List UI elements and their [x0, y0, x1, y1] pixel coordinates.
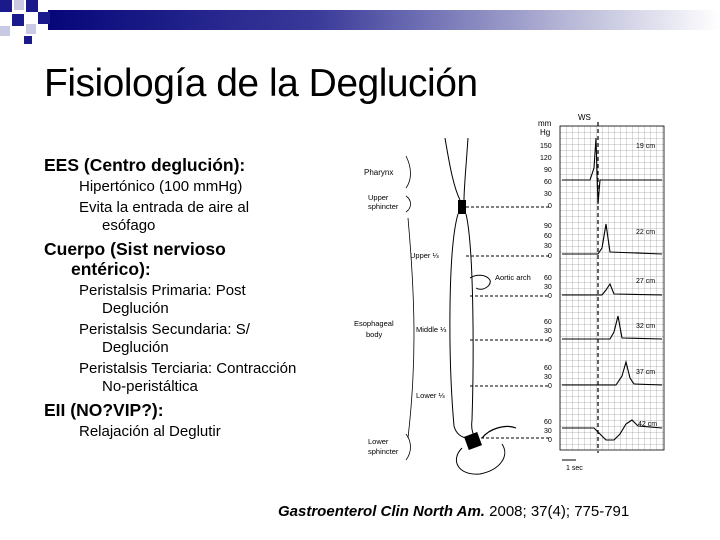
deco-square — [0, 26, 10, 36]
deco-square — [26, 24, 36, 34]
section-heading — [44, 239, 354, 279]
distance-label: 32 cm — [636, 323, 656, 330]
label-esophageal-body: Esophageal — [354, 319, 394, 328]
ws-label: WS — [578, 113, 591, 122]
heading-line-continuation: entérico): — [71, 259, 151, 279]
bullet-item — [44, 360, 354, 396]
bullet-line: Relajación al Deglutir — [79, 423, 221, 440]
tick-label: 60 — [544, 233, 552, 240]
tick-label: 0 — [548, 383, 552, 390]
bullet-list — [44, 155, 354, 441]
tick-label: 30 — [544, 374, 552, 381]
sensor-lines — [466, 207, 550, 438]
distance-label: 37 cm — [636, 369, 656, 376]
bullet-line-continuation: No-peristáltica — [102, 378, 198, 395]
tick-label: 0 — [548, 293, 552, 300]
tick-label: 60 — [544, 179, 552, 186]
label-pharynx: Pharynx — [364, 168, 394, 177]
citation-journal: Gastroenterol Clin North Am. — [278, 503, 485, 520]
unit-label: Hg — [540, 128, 551, 137]
tick-label: 60 — [544, 365, 552, 372]
distance-label: 42 cm — [638, 421, 658, 428]
bracket — [406, 156, 411, 188]
deco-square — [12, 14, 24, 26]
citation — [278, 503, 629, 520]
heading-line: Cuerpo (Sist nervioso — [44, 239, 226, 259]
label-lower-third: Lower ⅓ — [416, 391, 445, 400]
tick-label: 0 — [548, 337, 552, 344]
deco-square — [26, 0, 38, 12]
distance-label: 19 cm — [636, 143, 656, 150]
slide-title: Fisiología de la Deglución — [44, 62, 478, 105]
manometry-figure — [350, 108, 672, 478]
esophagus-drawing — [445, 138, 516, 474]
tick-label: 0 — [548, 203, 552, 210]
unit-label: mm — [538, 119, 552, 128]
bullet-line: Evita la entrada de aire al — [79, 199, 250, 216]
tick-label: 60 — [544, 319, 552, 326]
tick-label: 30 — [544, 243, 552, 250]
deco-square — [24, 36, 32, 44]
tick-label: 150 — [540, 143, 552, 150]
deco-square — [0, 0, 12, 12]
bullet-line: Hipertónico (100 mmHg) — [79, 178, 243, 195]
label-lower-sphincter: Lower — [368, 437, 389, 446]
label-middle-third: Middle ⅓ — [416, 325, 447, 334]
tick-label: 60 — [544, 275, 552, 282]
tick-label: 30 — [544, 328, 552, 335]
bullet-item — [44, 423, 354, 441]
bullet-item — [44, 282, 354, 318]
header-gradient-bar — [48, 10, 720, 30]
section-heading: EES (Centro deglución): — [44, 155, 246, 175]
label-lower-sphincter: sphincter — [368, 447, 399, 456]
bullet-item — [44, 199, 354, 235]
bullet-line-continuation: esófago — [102, 217, 156, 234]
tick-label: 30 — [544, 191, 552, 198]
bracket — [406, 196, 411, 212]
tick-label: 60 — [544, 419, 552, 426]
section-heading: EII (NO?VIP?): — [44, 400, 164, 420]
time-scale-label: 1 sec — [566, 465, 583, 472]
bullet-line: Peristalsis Primaria: Post — [79, 282, 246, 299]
label-esophageal-body: body — [366, 330, 383, 339]
slide-header-decoration — [0, 0, 720, 40]
bullet-line: Peristalsis Terciaria: Contracción — [79, 360, 297, 377]
distance-label: 27 cm — [636, 278, 656, 285]
label-aortic-arch: Aortic arch — [495, 273, 531, 282]
bullet-line-continuation: Deglución — [102, 300, 169, 317]
bullet-item — [44, 321, 354, 357]
bullet-line: Peristalsis Secundaria: S/ — [79, 321, 250, 338]
label-upper-third: Upper ⅓ — [410, 251, 439, 260]
tick-label: 90 — [544, 167, 552, 174]
label-upper-sphincter: Upper — [368, 193, 389, 202]
citation-details: 2008; 37(4); 775-791 — [484, 503, 630, 520]
label-upper-sphincter: sphincter — [368, 202, 399, 211]
bracket — [406, 434, 411, 460]
tick-label: 90 — [544, 223, 552, 230]
tick-label: 30 — [544, 428, 552, 435]
bullet-line-continuation: Deglución — [102, 339, 169, 356]
tick-label: 120 — [540, 155, 552, 162]
tick-label: 0 — [548, 253, 552, 260]
tick-label: 30 — [544, 284, 552, 291]
distance-label: 22 cm — [636, 229, 656, 236]
bullet-item — [44, 178, 354, 196]
deco-square — [14, 0, 24, 10]
tick-label: 0 — [548, 437, 552, 444]
deco-square — [38, 12, 50, 24]
